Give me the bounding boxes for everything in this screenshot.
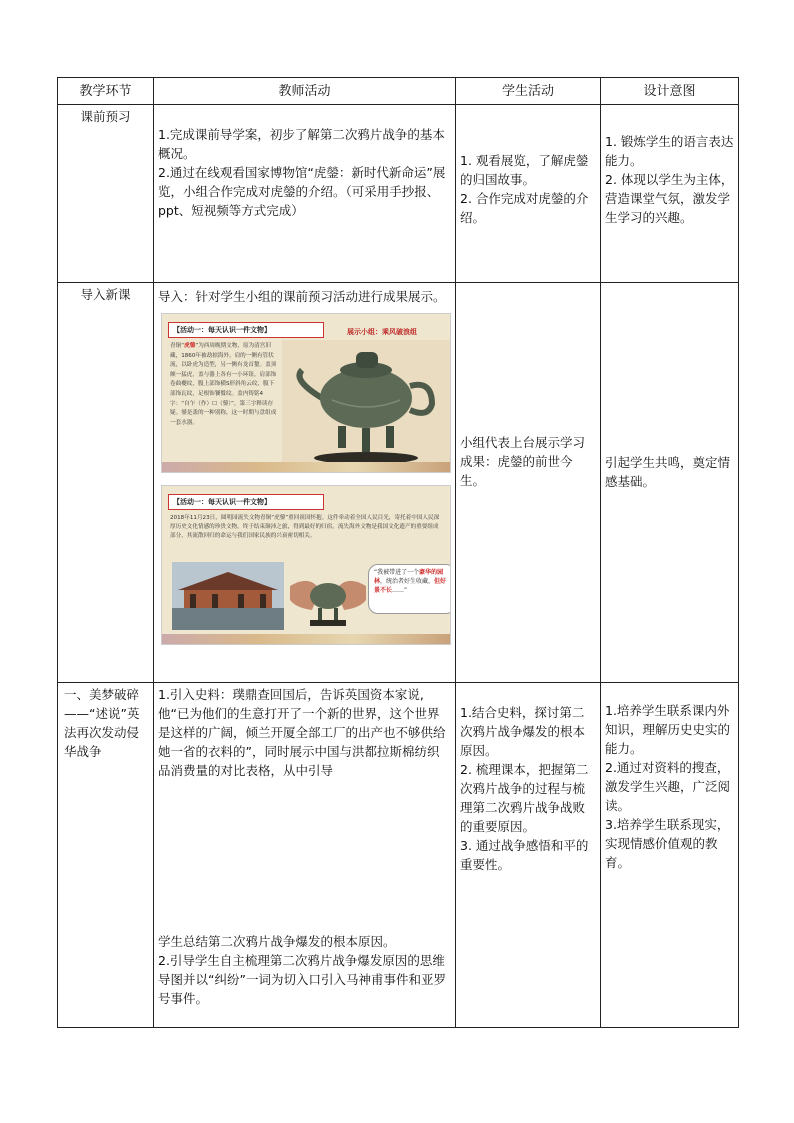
bronze-vessel-icon	[282, 340, 450, 468]
header-teacher: 教师活动	[154, 78, 456, 105]
slide-header: 【活动一：每天认识一件文物】	[168, 494, 324, 510]
slide-border	[162, 462, 450, 472]
intent-text: 2.通过对资料的搜查，激发学生兴趣，广泛阅读。	[605, 760, 731, 813]
student-cell	[456, 683, 601, 1028]
table-row	[58, 105, 739, 283]
blank-space	[158, 780, 451, 932]
teacher-text: 1.完成课前导学案，初步了解第二次鸦片战争的基本概况。	[158, 127, 445, 161]
student-cell	[456, 283, 601, 683]
stage-cell: 导入新课	[58, 283, 154, 683]
header-stage: 教学环节	[58, 78, 154, 105]
hands-vessel-icon	[290, 556, 366, 630]
slide-border	[162, 634, 450, 644]
student-text: 3. 通过战争感悟和平的重要性。	[460, 838, 589, 872]
teacher-text: 导入：针对学生小组的课前预习活动进行成果展示。	[158, 289, 446, 304]
stage-cell: 一、美梦破碎——“述说”英法再次发动侵华战争	[58, 683, 154, 1028]
student-text: 1.结合史料，探讨第二次鸦片战争爆发的根本原因。	[460, 705, 586, 758]
teacher-cell	[154, 683, 456, 1028]
slide-header: 【活动一：每天认识一件文物】	[168, 322, 324, 338]
lesson-plan-table	[57, 77, 739, 1028]
intent-cell	[601, 105, 739, 283]
intent-text: 3.培养学生联系现实，实现情感价值观的教育。	[605, 817, 730, 870]
intent-cell	[601, 283, 739, 683]
intent-text: 引起学生共鸣，奠定情感基础。	[605, 455, 731, 489]
intent-text: 1. 锻炼学生的语言表达能力。	[605, 134, 734, 168]
header-intent: 设计意图	[601, 78, 739, 105]
stage-cell: 课前预习	[58, 105, 154, 283]
teacher-cell	[154, 283, 456, 683]
table-row	[58, 283, 739, 683]
table-row	[58, 683, 739, 1028]
slide-image-artifact	[162, 314, 450, 472]
intent-cell	[601, 683, 739, 1028]
teacher-text: 2.引导学生自主梳理第二次鸦片战争爆发原因的思维导图并以“纠纷”一词为切入口引入马神甫事件和亚罗号事件。	[158, 953, 446, 1006]
palace-image-icon	[172, 562, 284, 630]
slide-description: 2018年11月23日，圆明园流失文物青铜“虎鎣”重回祖国怀抱。这件牵动着全国人民目光，寄托着中国人民深厚历史文化情感的珍贵文物，终于结束颠沛之旅，得到最好的归宿。流失海外文物是我国文化遗产的重要组成部分，其流散回归的命运与我们国家民族的兴衰密切相关。	[170, 515, 440, 539]
intent-text: 2. 体现以学生为主体，营造课堂气氛，激发学生学习的兴趣。	[605, 172, 734, 225]
slide-image-return	[162, 486, 450, 644]
table-header-row	[58, 78, 739, 105]
teacher-text: 2.通过在线观看国家博物馆“虎鎣：新时代新命运”展览，小组合作完成对虎鎣的介绍。（可采用手抄报、ppt、短视频等方式完成）	[158, 165, 446, 218]
intent-text: 1.培养学生联系课内外知识，理解历史史实的能力。	[605, 703, 731, 756]
teacher-cell	[154, 105, 456, 283]
student-text: 1. 观看展览，了解虎鎣的归国故事。	[460, 153, 589, 187]
slide-group-label: 展示小组：乘风破浪组	[347, 328, 417, 336]
student-text: 2. 合作完成对虎鎣的介绍。	[460, 191, 589, 225]
header-student: 学生活动	[456, 78, 601, 105]
speech-bubble: “我被带进了一个豪华的园林，统治者好生收藏，但好景不长……”	[368, 564, 450, 614]
student-cell	[456, 105, 601, 283]
teacher-text: 学生总结第二次鸦片战争爆发的根本原因。	[158, 934, 396, 949]
teacher-text: 1.引入史料：璞鼎查回国后，告诉英国资本家说,他“已为他们的生意打开了一个新的世界，这个世界是这样的广阔，倾兰开厦全部工厂的出产也不够供给她一省的衣料的”，同时展示中国与洪都拉斯棉纺织品消费量的对比表格，从中引导	[158, 687, 446, 778]
slide-description: 青铜“虎鎣”为西周晚期文物，原为清宫旧藏，1860年被劫掠海外。肩的一侧有管状流，以卧虎为造型，另一侧有龙首鋬。盖顶颇一猛虎，盖与器上各有一小环钮。肩部饰卷曲夔纹，腹上部饰横S形斜角云纹，腹下部饰瓦纹，足根饰饕餮纹。盖内铸铭4字：“自乍（作）☐（鎣）”，第三字释读存疑。鎣是盉的一种别称，这一时期与盘组成一套水器。	[170, 343, 277, 426]
student-text: 小组代表上台展示学习成果：虎鎣的前世今生。	[460, 435, 586, 488]
student-text: 2. 梳理课本，把握第二次鸦片战争的过程与梳理第二次鸦片战争战败的重要原因。	[460, 762, 589, 834]
